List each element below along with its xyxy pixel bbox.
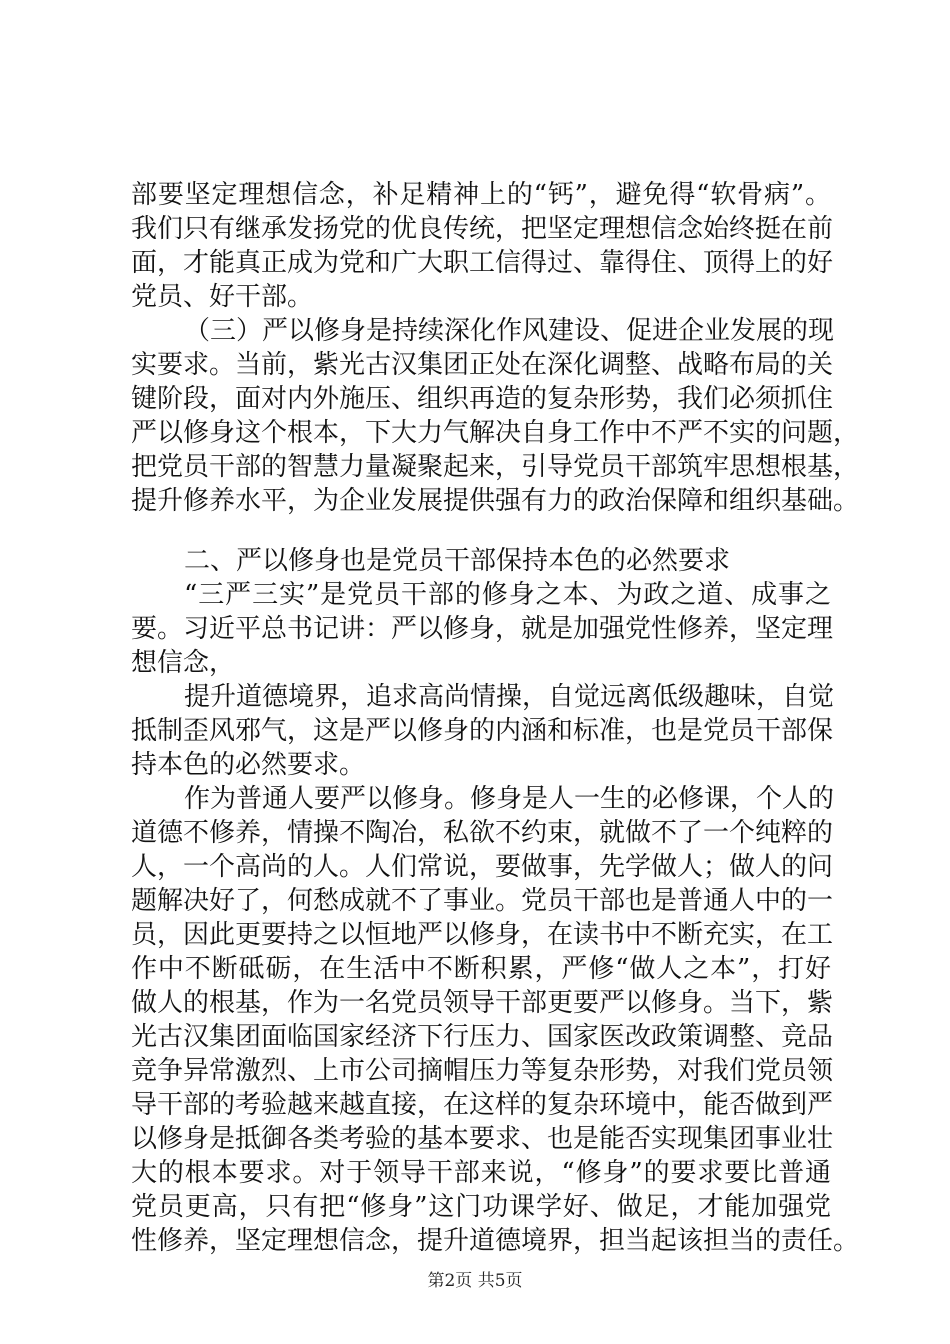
body-line: 我们只有继承发扬党的优良传统，把坚定理想信念始终挺在前 — [131, 214, 834, 244]
body-line: 员，因此更要持之以恒地严以修身，在读书中不断充实，在工 — [131, 920, 834, 950]
body-line: 部要坚定理想信念，补足精神上的“钙”，避免得“软骨病”。 — [131, 180, 831, 210]
body-line: 党员更高，只有把“修身”这门功课学好、做足，才能加强党 — [131, 1192, 831, 1222]
body-line: 以修身是抵御各类考验的基本要求、也是能否实现集团事业壮 — [131, 1124, 834, 1154]
body-line: 想信念， — [131, 648, 236, 678]
body-line: 要。习近平总书记讲：严以修身，就是加强党性修养，坚定理 — [131, 614, 834, 644]
body-line: 题解决好了，何愁成就不了事业。党员干部也是普通人中的一 — [131, 886, 834, 916]
page-number-footer: 第2页 共5页 — [427, 1271, 523, 1291]
body-line: 作为普通人要严以修身。修身是人一生的必修课，个人的 — [184, 784, 835, 814]
body-line: 光古汉集团面临国家经济下行压力、国家医改政策调整、竞品 — [131, 1022, 834, 1052]
body-line: 面，才能真正成为党和广大职工信得过、靠得住、顶得上的好 — [131, 248, 834, 278]
body-line: 竞争异常激烈、上市公司摘帽压力等复杂形势，对我们党员领 — [131, 1056, 834, 1086]
body-line: 把党员干部的智慧力量凝聚起来，引导党员干部筑牢思想根基， — [131, 452, 860, 482]
section-heading: 二、严以修身也是党员干部保持本色的必然要求 — [184, 546, 731, 576]
body-line: 抵制歪风邪气，这是严以修身的内涵和标准，也是党员干部保 — [131, 716, 834, 746]
body-line: 性修养，坚定理想信念，提升道德境界，担当起该担当的责任。 — [131, 1226, 860, 1256]
body-line: （三）严以修身是持续深化作风建设、促进企业发展的现 — [184, 316, 835, 346]
body-line: 做人的根基，作为一名党员领导干部更要严以修身。当下，紫 — [131, 988, 834, 1018]
body-line: 键阶段，面对内外施压、组织再造的复杂形势，我们必须抓住 — [131, 384, 834, 414]
body-line: 人，一个高尚的人。人们常说，要做事，先学做人；做人的问 — [131, 852, 834, 882]
body-line: 道德不修养，情操不陶冶，私欲不约束，就做不了一个纯粹的 — [131, 818, 834, 848]
body-line: 作中不断砥砺，在生活中不断积累，严修“做人之本”，打好 — [131, 954, 831, 984]
body-line: 实要求。当前，紫光古汉集团正处在深化调整、战略布局的关 — [131, 350, 834, 380]
body-line: 导干部的考验越来越直接，在这样的复杂环境中，能否做到严 — [131, 1090, 834, 1120]
body-line: “三严三实”是党员干部的修身之本、为政之道、成事之 — [184, 580, 831, 610]
body-line: 大的根本要求。对于领导干部来说，“修身”的要求要比普通 — [131, 1158, 831, 1188]
body-line: 提升修养水平，为企业发展提供强有力的政治保障和组织基础。 — [131, 486, 860, 516]
body-line: 党员、好干部。 — [131, 282, 314, 312]
body-line: 提升道德境界，追求高尚情操，自觉远离低级趣味，自觉 — [184, 682, 835, 712]
body-line: 持本色的必然要求。 — [131, 750, 366, 780]
body-line: 严以修身这个根本，下大力气解决自身工作中不严不实的问题， — [131, 418, 860, 448]
